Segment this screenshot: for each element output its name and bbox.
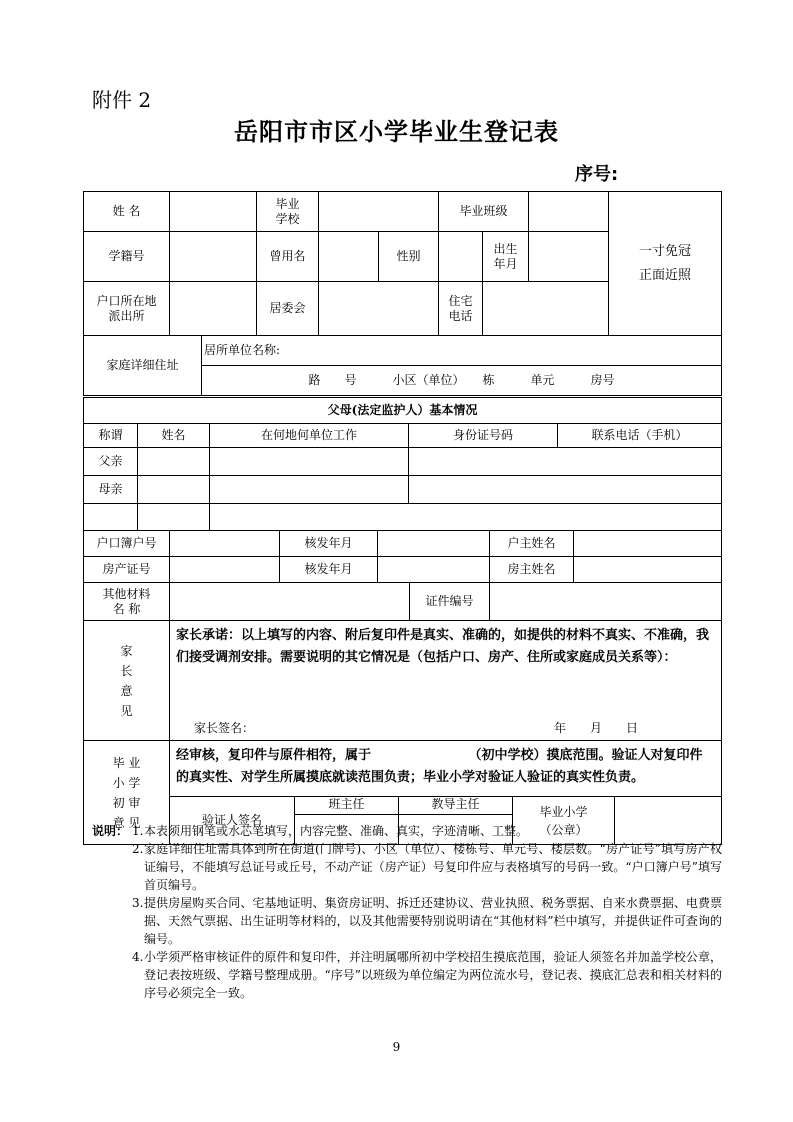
- committee-field[interactable]: [319, 282, 439, 336]
- former-name-label: 曾用名: [257, 232, 319, 282]
- note-item: 家庭详细住址需具体到所在街道(门牌号)、小区（单位）、楼栋号、单元号、楼层数。“房产证号”填写房产权证编号，不能填写总证号或丘号，不动产证（房产证）号复印件应与表格填写的号码一致。“户口簿户号”填写首页编号。: [144, 842, 722, 892]
- note-item: 提供房屋购买合同、宅基地证明、集资房证明、拆迁还建协议、营业执照、税务票据、自来水费票据、电费票据、天然气票据、出生证明等材料的，以及其他需要特别说明请在“其他材料”栏中填写，并提供证件可查询的编号。: [144, 896, 722, 946]
- form-title: 岳阳市市区小学毕业生登记表: [234, 118, 559, 146]
- issue-date2-field[interactable]: [378, 557, 490, 583]
- property-cert-field[interactable]: [170, 557, 280, 583]
- address-line[interactable]: 路 号 小区（单位） 栋 单元 房号: [202, 366, 722, 396]
- student-no-label: 学籍号: [84, 232, 170, 282]
- name-label: 姓 名: [84, 192, 170, 232]
- student-no-field[interactable]: [170, 232, 257, 282]
- opinion-section: [83, 620, 721, 845]
- issue-date2-label: 核发年月: [280, 557, 378, 583]
- cert-no-field[interactable]: [490, 583, 722, 621]
- father-id-phone-field[interactable]: [409, 448, 722, 476]
- issue-date-label: 核发年月: [280, 531, 378, 557]
- mother-id-phone-field[interactable]: [409, 476, 722, 504]
- notes-section: [92, 822, 722, 1002]
- serial-number-label: 序号:: [575, 164, 619, 185]
- note-item: 本表须用钢笔或水芯笔填写，内容完整、准确、真实，字迹清晰、工整。: [144, 824, 529, 838]
- hukou-police-label: 户口所在地 派出所: [84, 282, 170, 336]
- owner-label: 房主姓名: [490, 557, 574, 583]
- photo-box[interactable]: 一寸免冠 正面近照: [609, 192, 722, 336]
- class-label: 毕业班级: [439, 192, 529, 232]
- phone-label: 住宅 电话: [439, 282, 483, 336]
- owner-field[interactable]: [574, 557, 722, 583]
- address-section: [83, 335, 721, 396]
- verifier-label: 验证人签名: [170, 797, 295, 845]
- student-info-section: [83, 191, 721, 336]
- school-field[interactable]: [319, 192, 439, 232]
- name-field[interactable]: [170, 192, 257, 232]
- row-other-label: [84, 504, 138, 531]
- parent-sign-label: 家长签名：: [194, 720, 255, 735]
- page-number: 9: [392, 1040, 401, 1054]
- parent-opinion-label: 家 长 意 见: [84, 621, 170, 741]
- note-number: 3.: [132, 896, 144, 910]
- parents-section: [83, 397, 721, 531]
- householder-field[interactable]: [574, 531, 722, 557]
- father-work-field[interactable]: [210, 448, 409, 476]
- documents-section: [83, 530, 721, 621]
- note-number: 4.: [132, 950, 144, 964]
- birth-field[interactable]: [529, 232, 609, 282]
- hukou-book-field[interactable]: [170, 531, 280, 557]
- class-field[interactable]: [529, 192, 609, 232]
- former-name-field[interactable]: [319, 232, 379, 282]
- mother-work-field[interactable]: [210, 476, 409, 504]
- col-id-number: 身份证号码: [409, 424, 558, 448]
- gender-field[interactable]: [439, 232, 483, 282]
- dean-label: 教导主任: [399, 797, 512, 815]
- row-mother-label: 母亲: [84, 476, 138, 504]
- review-text: 经审核，复印件与原件相符，属于 （初中学校）摸底范围。验证人对复印件的真实性、对学生所属摸底就读范围负责；毕业小学对验证人验证的真实性负责。: [170, 741, 722, 797]
- note-number: 2.: [132, 842, 144, 856]
- parent-sign-date: 年 月 日: [554, 720, 639, 735]
- hukou-police-field[interactable]: [170, 282, 257, 336]
- other-name-field[interactable]: [138, 504, 210, 531]
- address-label: 家庭详细住址: [84, 336, 202, 396]
- note-item: 小学须严格审核证件的原件和复印件，并注明属哪所初中学校招生摸底范围，验证人须签名并加盖学校公章，登记表按班级、学籍号整理成册。“序号”以班级为单位编定为两位流水号，登记表、摸底汇总表和相关材料的序号必须完全一致。: [144, 950, 722, 1000]
- attachment-label: 附件 2: [92, 88, 152, 112]
- parent-sign-row[interactable]: [170, 717, 722, 741]
- school-label: 毕业 学校: [257, 192, 319, 232]
- col-workplace: 在何地何单位工作: [210, 424, 409, 448]
- hukou-book-label: 户口簿户号: [84, 531, 170, 557]
- other-materials-label: 其他材料 名 称: [84, 583, 170, 621]
- other-materials-field[interactable]: [170, 583, 410, 621]
- birth-label: 出生 年月: [483, 232, 529, 282]
- unit-name-label[interactable]: 居所单位名称:: [202, 336, 722, 366]
- col-relation: 称谓: [84, 424, 138, 448]
- phone-field[interactable]: [483, 282, 609, 336]
- other-info-field[interactable]: [210, 504, 722, 531]
- col-name: 姓名: [138, 424, 210, 448]
- review-label: 毕 业 小 学 初 审 意 见: [84, 741, 170, 845]
- school-seal-label: 毕业小学 （公章）: [513, 797, 615, 845]
- head-teacher-label: 班主任: [295, 797, 398, 815]
- note-number: 1.: [132, 824, 144, 838]
- parent-commitment-text: 家长承诺：以上填写的内容、附后复印件是真实、准确的，如提供的材料不真实、不准确，我们接受调剂安排。需要说明的其它情况是（包括户口、房产、住所或家庭成员关系等）：: [170, 621, 722, 717]
- parents-header: 父母(法定监护人）基本情况: [84, 398, 722, 424]
- father-name-field[interactable]: [138, 448, 210, 476]
- cert-no-label: 证件编号: [410, 583, 490, 621]
- col-phone: 联系电话（手机）: [558, 424, 722, 448]
- issue-date-field[interactable]: [378, 531, 490, 557]
- property-cert-label: 房产证号: [84, 557, 170, 583]
- gender-label: 性别: [379, 232, 439, 282]
- row-father-label: 父亲: [84, 448, 138, 476]
- householder-label: 户主姓名: [490, 531, 574, 557]
- committee-label: 居委会: [257, 282, 319, 336]
- mother-name-field[interactable]: [138, 476, 210, 504]
- notes-label: 说明：: [92, 824, 129, 838]
